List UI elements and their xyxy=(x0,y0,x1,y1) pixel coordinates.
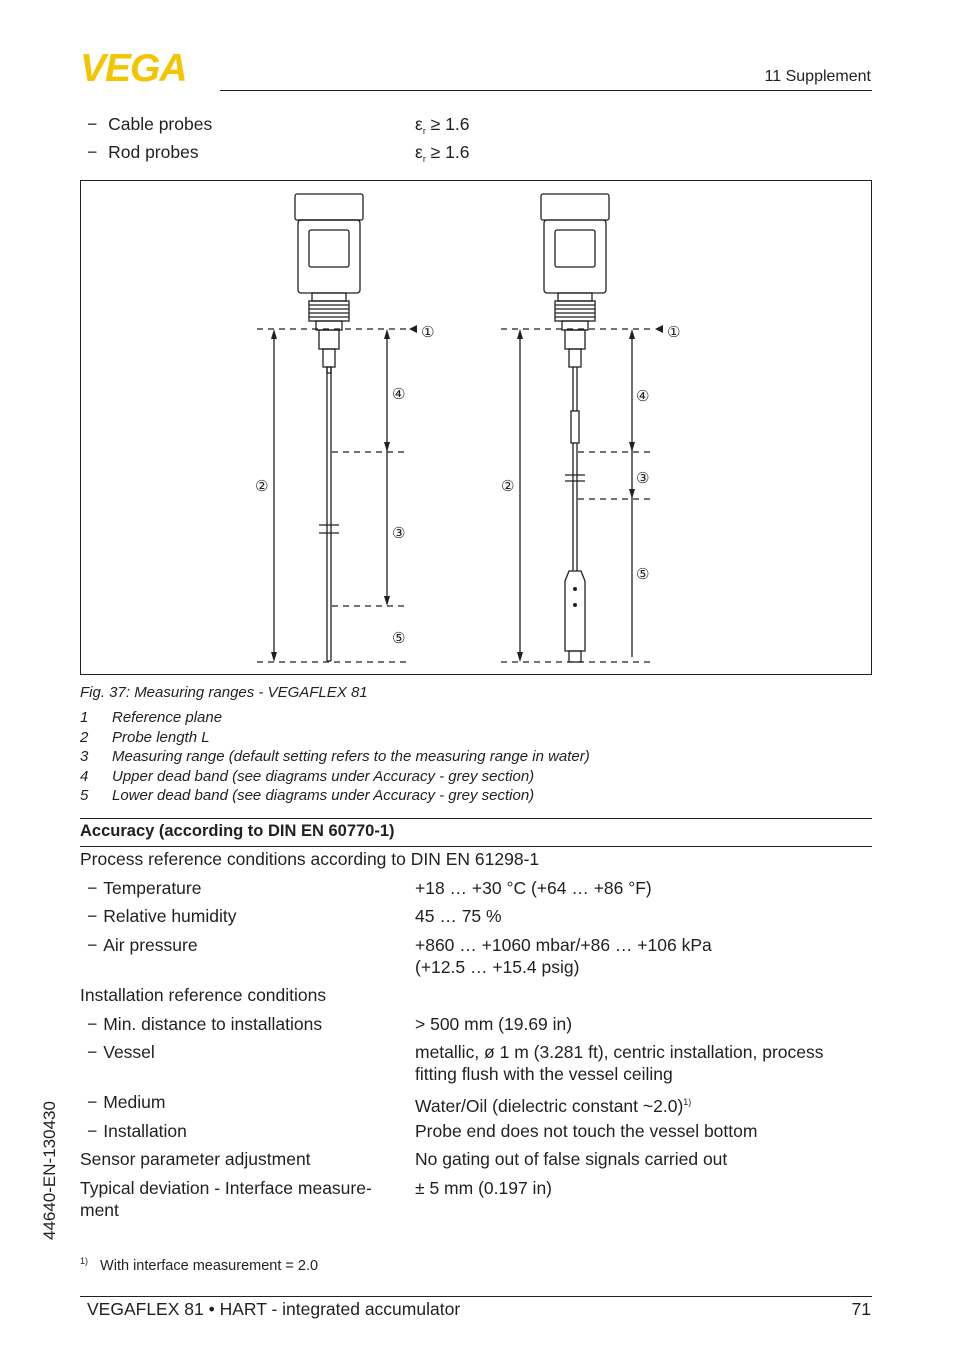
legend-item: 5 Lower dead band (see diagrams under Accuracy - grey section) xyxy=(80,787,535,804)
marker-4: ④ xyxy=(392,385,406,403)
dash: − xyxy=(87,142,98,162)
dielectric-row-rod xyxy=(87,141,199,163)
dielectric-value-rod: $\varepsilon_r \ge 1.6$ xyxy=(415,142,470,164)
footnote xyxy=(80,1256,318,1274)
accuracy-heading: Accuracy (according to DIN EN 60770-1) xyxy=(80,822,395,840)
marker-2: ② xyxy=(501,477,515,495)
page-number: 71 xyxy=(851,1299,871,1319)
logo-text: VEGA xyxy=(80,50,187,84)
legend-item: 4 Upper dead band (see diagrams under Accuracy - grey section) xyxy=(80,767,535,785)
marker-3: ③ xyxy=(636,469,650,487)
temperature-label: − Temperature xyxy=(87,878,202,898)
pressure-value: +860 … +1060 mbar/+86 … +106 kPa (+12.5 … +15.4 psig) xyxy=(415,935,712,977)
vega-logo xyxy=(80,50,212,84)
min-distance-value: > 500 mm (19.69 in) xyxy=(415,1014,573,1034)
vessel-label: − Vessel xyxy=(87,1042,155,1062)
document-code: 44640-EN-130430 xyxy=(40,1101,59,1240)
marker-4: ④ xyxy=(636,387,650,405)
installation-label: − Installation xyxy=(87,1121,187,1141)
sensor-param-label: Sensor parameter adjustment xyxy=(80,1149,311,1169)
measuring-range-diagram xyxy=(80,180,872,675)
legend-item: 2 Probe length L xyxy=(80,728,210,746)
legend-item: 3 Measuring range (default setting refers to the measuring range in water) xyxy=(80,748,590,765)
typical-deviation-value: ± 5 mm (0.197 in) xyxy=(415,1178,553,1198)
marker-1: ① xyxy=(421,323,435,341)
header-divider xyxy=(220,90,872,91)
footnote-mark: 1) xyxy=(80,1256,89,1266)
probe-drawings xyxy=(81,181,871,674)
dashed-reference-lines xyxy=(257,329,651,662)
medium-value: Water/Oil (dielectric constant ~2.0)$^{1)}$ xyxy=(415,1096,692,1116)
temperature-value: +18 … +30 °C (+64 … +86 °F) xyxy=(415,878,652,898)
process-ref-heading: Process reference conditions according to DIN EN 61298-1 xyxy=(80,849,540,869)
installation-value: Probe end does not touch the vessel bottom xyxy=(415,1121,758,1141)
footnote-ref: 1) xyxy=(683,1097,692,1107)
rod-probe-drawing xyxy=(295,194,363,661)
medium-label: − Medium xyxy=(87,1092,166,1112)
sensor-param-value: No gating out of false signals carried out xyxy=(415,1149,728,1169)
footnote-text: With interface measurement = 2.0 xyxy=(100,1257,319,1274)
dielectric-value-cable: $\varepsilon_r \ge 1.6$ xyxy=(415,114,470,136)
marker-3: ③ xyxy=(392,524,406,542)
dielectric-label: Rod probes xyxy=(108,142,199,162)
figure-caption: Fig. 37: Measuring ranges - VEGAFLEX 81 xyxy=(80,684,368,701)
marker-5: ⑤ xyxy=(636,565,650,583)
marker-5: ⑤ xyxy=(392,629,406,647)
marker-2: ② xyxy=(255,477,269,495)
installation-ref-heading: Installation reference conditions xyxy=(80,985,327,1005)
section-rule xyxy=(80,818,872,819)
section-label: 11 Supplement xyxy=(764,68,871,85)
section-rule xyxy=(80,846,872,847)
cable-probe-drawing xyxy=(541,194,609,662)
marker-1: ① xyxy=(667,323,681,341)
typical-deviation-label: Typical deviation - Interface measure- ment xyxy=(80,1178,372,1220)
footer-divider xyxy=(80,1296,872,1297)
vessel-value: metallic, ø 1 m (3.281 ft), centric installation, process fitting flush with the vessel ceiling xyxy=(415,1042,824,1084)
figure-legend xyxy=(80,708,590,806)
dielectric-row-cable xyxy=(87,113,212,135)
humidity-label: − Relative humidity xyxy=(87,906,237,926)
humidity-value: 45 … 75 % xyxy=(415,906,502,926)
dash: − xyxy=(87,114,98,134)
pressure-label: − Air pressure xyxy=(87,935,198,955)
dielectric-label: Cable probes xyxy=(108,114,213,134)
min-distance-label: − Min. distance to installations xyxy=(87,1014,323,1034)
legend-item: 1 Reference plane xyxy=(80,709,223,726)
footer-product: VEGAFLEX 81 • HART - integrated accumulator xyxy=(87,1299,461,1319)
